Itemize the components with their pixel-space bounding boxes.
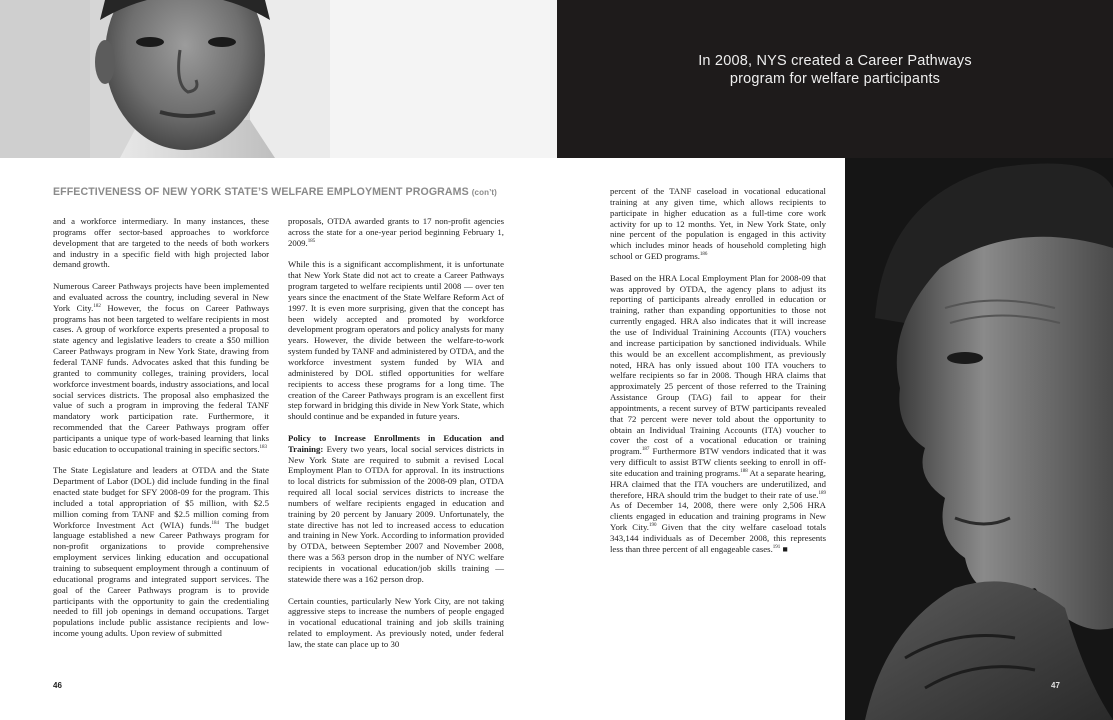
paragraph: Policy to Increase Enrollments in Education and Training: Every two years, local social services districts in New York State are required to submit a revised Local Employment Plan to OTDA for approval. In its instructions to local districts for submission of the 2008-09 plan, OTDA required all local social services districts to increase the numbers of welfare recipients engaged in education and training by 20 percent by January 2009. Unfortunately, the state directive has not led to increased access to education and training in New York. According to information provided by OTDA, between September 2007 and November 2008, there was a 563 person drop in the number of NYC welfare recipients in vocational education/job skills training — statewide there was a 162 person drop. — [288, 432, 504, 584]
section-heading-title: EFFECTIVENESS OF NEW YORK STATE’S WELFARE EMPLOYMENT PROGRAMS — [53, 186, 469, 198]
footnote-ref: 188 — [740, 469, 748, 475]
footnote-ref: 189 — [818, 490, 826, 496]
footnote-ref: 183 — [259, 444, 268, 450]
paragraph: Certain counties, particularly New York City, are not taking aggressive steps to increase the numbers of people engaged in vocational educational training and job skills training related to employment. As previously noted, under federal law, the state can place up to 30 — [288, 595, 504, 649]
paragraph: Based on the HRA Local Employment Plan for 2008-09 that was approved by OTDA, the agency plans to adjust its reporting of participants already enrolled in education or training, rather than expanding opportunities to those not currently engaged. HRA also indicates that it will increase the use of Individual Trainining Accounts (ITA) vouchers and increase participation by sanctioned individuals. While this would be an excellent accomplishment, as previously noted, HRA has only issued about 100 ITA vouchers to welfare recipients so far in 2008. Though HRA claims that approximately 25 percent of those referred to the Training Assistance Group (TAG) fail to appear for their appointments, a recent survey of BTW participants revealed that 72 percent were never told about the opportunity to obtain an Individual Training Accounts (ITA) voucher to cover the cost of a vocational education or training program.$^{187}$ Furthermore BTW vendors indicated that it was very difficult to assist BTW clients seeking to enroll in off-site education and training programs.$^{188}$ At a separate hearing, HRA claimed that the ITA vouchers are underutilized, and therefore, HRA should trim the budget to their rate of use.$^{189}$ As of December 14, 2008, there were only 2,506 HRA clients engaged in education and training programs in New York City.$^{190}$ Given that the city welfare caseload totals 343,144 individuals as of December 2008, this represents less than three percent of all engageable cases.$^{191}$ ■ — [610, 272, 826, 554]
footnote-ref: 187 — [641, 447, 650, 453]
photo-older-man — [845, 158, 1113, 720]
text-column-2 — [288, 216, 504, 661]
section-heading-continued: (con’t) — [471, 188, 497, 197]
page-number-left: 46 — [53, 681, 62, 690]
pull-quote-line-2: program for welfare participants — [729, 71, 941, 87]
section-heading — [53, 186, 553, 198]
photo-young-man — [0, 0, 557, 158]
pull-quote-line-1: In 2008, NYS created a Career Pathways — [698, 53, 972, 69]
footnote-ref: 182 — [93, 303, 101, 309]
page-number-right: 47 — [1051, 681, 1060, 690]
footnote-ref: 184 — [211, 520, 220, 526]
text-column-3 — [610, 186, 826, 566]
paragraph: The State Legislature and leaders at OTDA and the State Department of Labor (DOL) did include funding in the final enacted state budget for SFY 2008-09 for the program. This included a total appropriation of $5 million, with $2.5 million coming from TANF and $2.5 million coming from Workforce Investment Act (WIA) funds.$^{184}$ The budget language established a new Career Pathways program for non-profit organizations to provide comprehensive employment services linking education and occupational training to subsequent employment through a continuum of educational programs and integrated support services. The goal of the Career Pathways program is to provide participants with the opportunity to gain the credentialing needed to fill job openings in demand occupations. Target populations include public assistance recipients and low-income young adults. Upon review of submitted — [53, 465, 269, 639]
run-in-heading: Policy to Increase Enrollments in Education and Training: — [288, 432, 504, 454]
paragraph: Numerous Career Pathways projects have been implemented and evaluated across the country, including several in New York City.$^{182}$ However, the focus on Career Pathways programs has not been targeted to welfare recipients in most cases. A group of workforce experts presented a proposal to state agency and legislative leaders to create a $50 million Career Pathways program in New York State, drawing from federal TANF funds. Advocates asked that this funding be granted to community colleges, training providers, local workforce investment boards, industry associations, and local social services districts. The proposal also emphasized the value of such a program in improving the federal TANF mandatory work participation rate. Furthermore, it recommended that the Career Pathways program offer participants a unique type of work-based learning that links basic education to occupational training in specific sectors.$^{183}$ — [53, 281, 269, 454]
paragraph: and a workforce intermediary. In many instances, these programs offer sector-based approaches to workforce development that are targeted to the needs of both workers and industry in a specific field with high projected labor demand growth. — [53, 216, 269, 270]
text-column-1 — [53, 216, 269, 650]
paragraph: proposals, OTDA awarded grants to 17 non-profit agencies across the state for a one-year period beginning February 1, 2009.$^{185}$ — [288, 216, 504, 248]
footnote-ref: 190 — [648, 523, 657, 529]
footnote-ref: 191 — [772, 544, 781, 550]
footnote-ref: 186 — [699, 252, 708, 258]
callout-band — [557, 0, 1113, 158]
paragraph: While this is a significant accomplishment, it is unfortunate that New York State did not act to create a Career Pathways program targeted to welfare recipients until 2008 — over ten years since the enactment of the State Welfare Reform Act of 1997. It is even more surprising, given that the concept has been widely accepted and promoted by workforce development program operators and policy analysts for many years. However, the divide between the welfare-to-work system funded by TANF and administered by OTDA, and the workforce investment system funded by WIA and administered by DOL stifled opportunities for welfare recipients to access these programs for a long time. The creation of the Career Pathways program is an excellent first step forward in bridging this divide in New York State, which should continue and be expanded in future years. — [288, 259, 504, 422]
paragraph: percent of the TANF caseload in vocational educational training at any given time, which allows recipients to participate in higher education as a full-time core work activity for up to 12 months. Yet, in New York State, only nine percent of the population is engaged in this activity which includes minor heads of household completing high school or GED programs.$^{186}$ — [610, 186, 826, 262]
footnote-ref: 185 — [307, 238, 316, 244]
pull-quote — [557, 52, 1113, 88]
